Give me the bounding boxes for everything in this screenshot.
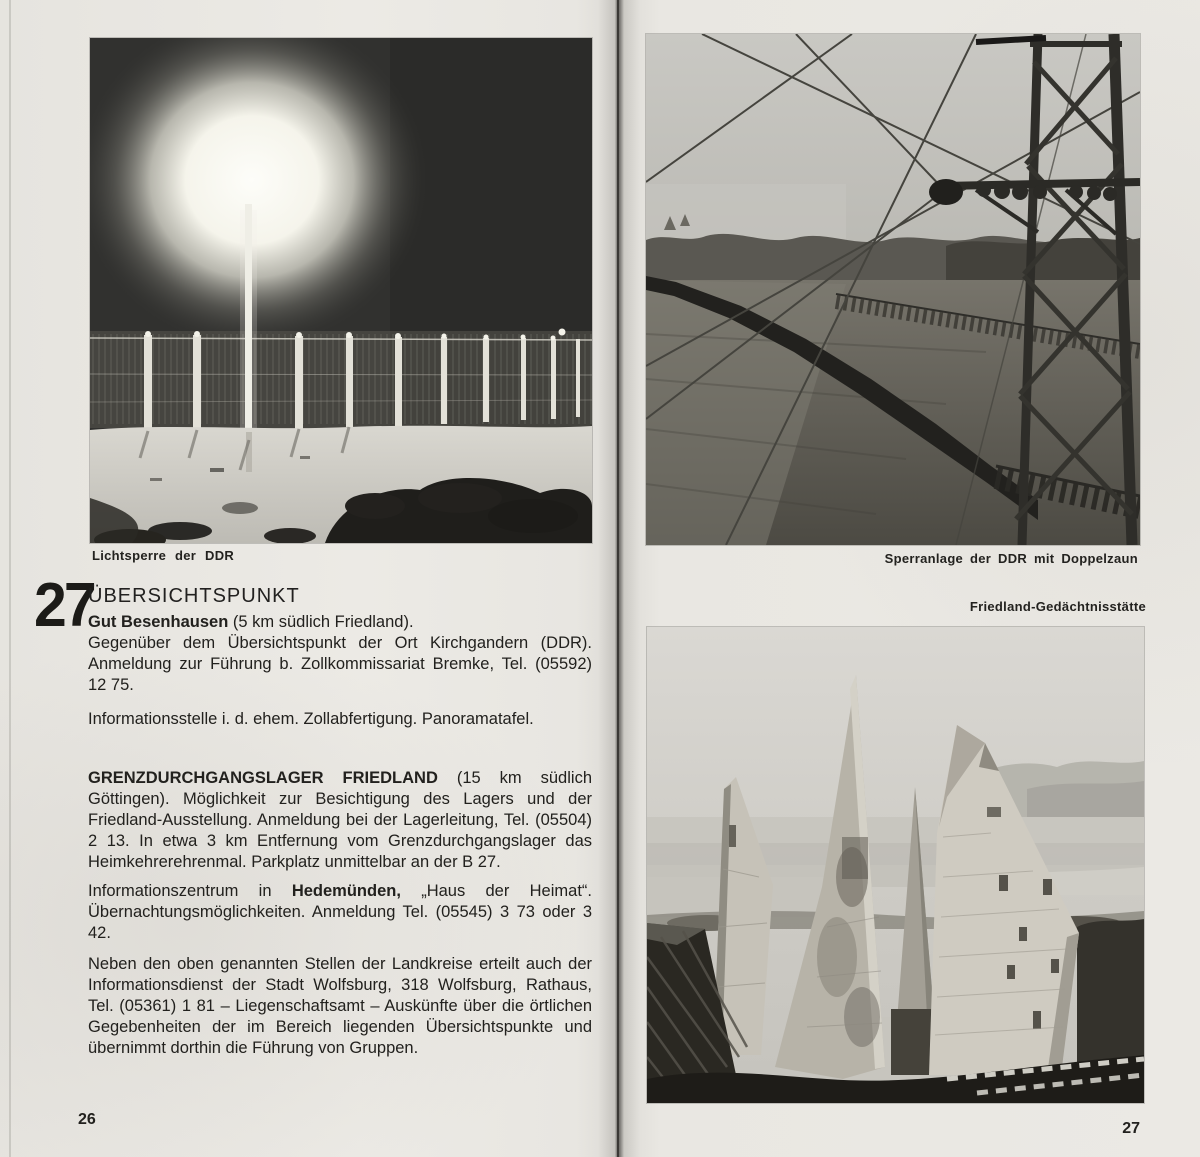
lichtsperre-night-scene bbox=[90, 38, 592, 543]
sperranlage-scene bbox=[646, 34, 1140, 545]
place-name-bold: Gut Besenhausen bbox=[88, 613, 229, 631]
paragraph-gut-besenhausen bbox=[88, 612, 592, 633]
body-text-column bbox=[88, 612, 592, 1059]
zentrum-body: „Haus der Heimat“. Übernachtungsmöglichkeiten. Anmeldung Tel. (05545) 3 73 oder 3 42. bbox=[88, 882, 592, 942]
lager-body: (15 km südlich Göttingen). Möglichkeit zur Besichtigung des Lagers und der Friedland-Ausstellung. Anmeldung bei der Lagerleitung, Tel. (05504) 2 13. In etwa 3 km Entfernung vom Grenzdurchgangslager das Heimkehrerehrenmal. Parkplatz unmittelbar an der B 27. bbox=[88, 769, 592, 871]
zentrum-pre: Informationszentrum in bbox=[88, 882, 292, 900]
page-edge-line bbox=[9, 0, 11, 1157]
section-title: ÜBERSICHTSPUNKT bbox=[88, 585, 300, 607]
photo-friedland bbox=[647, 627, 1144, 1103]
photo-lichtsperre bbox=[90, 38, 592, 543]
insulator-drum bbox=[929, 179, 963, 205]
photo-caption-sperranlage: Sperranlage der DDR mit Doppelzaun bbox=[884, 551, 1138, 566]
paragraph-uebersichtspunkt-body: Gegenüber dem Übersichtspunkt der Ort Kirchgandern (DDR). Anmeldung zur Führung b. Zollkommissariat Bremke, Tel. (05592) 12 75. bbox=[88, 634, 592, 694]
paragraph-grenzdurchgangslager bbox=[88, 768, 592, 873]
paragraph-informationszentrum bbox=[88, 881, 592, 944]
place-name-rest: (5 km südlich Friedland). bbox=[228, 613, 414, 631]
paragraph-informationsstelle: Informationsstelle i. d. ehem. Zollabfertigung. Panoramatafel. bbox=[88, 710, 534, 728]
gutter-crease bbox=[617, 0, 619, 1157]
hedemuenden-bold: Hedemünden, bbox=[291, 882, 401, 900]
photo-caption-friedland: Friedland-Gedächtnisstätte bbox=[969, 599, 1146, 614]
photo-sperranlage bbox=[646, 34, 1140, 545]
photo-caption-lichtsperre: Lichtsperre der DDR bbox=[92, 548, 235, 563]
memorial-passage-shadow bbox=[891, 1009, 931, 1075]
lager-name-bold: GRENZDURCHGANGSLAGER FRIEDLAND bbox=[88, 769, 438, 787]
paragraph-wolfsburg: Neben den oben genannten Stellen der Landkreise erteilt auch der Informationsdienst der Stadt Wolfsburg, 318 Wolfsburg, Rathaus, Tel. (05361) 1 81 – Liegenschaftsamt – Auskünfte über die örtlichen Gegebenheiten der im Bereich liegenden Übersichtspunkte und übernimmt dorthin die Führung von Gruppen. bbox=[88, 955, 592, 1057]
light-pole bbox=[245, 204, 252, 440]
page-number-left: 26 bbox=[78, 1111, 96, 1128]
section-number: 27 bbox=[34, 571, 94, 640]
gutter-shadow bbox=[598, 0, 640, 1157]
friedland-memorial-scene bbox=[647, 627, 1144, 1103]
page-number-right: 27 bbox=[1122, 1120, 1140, 1137]
